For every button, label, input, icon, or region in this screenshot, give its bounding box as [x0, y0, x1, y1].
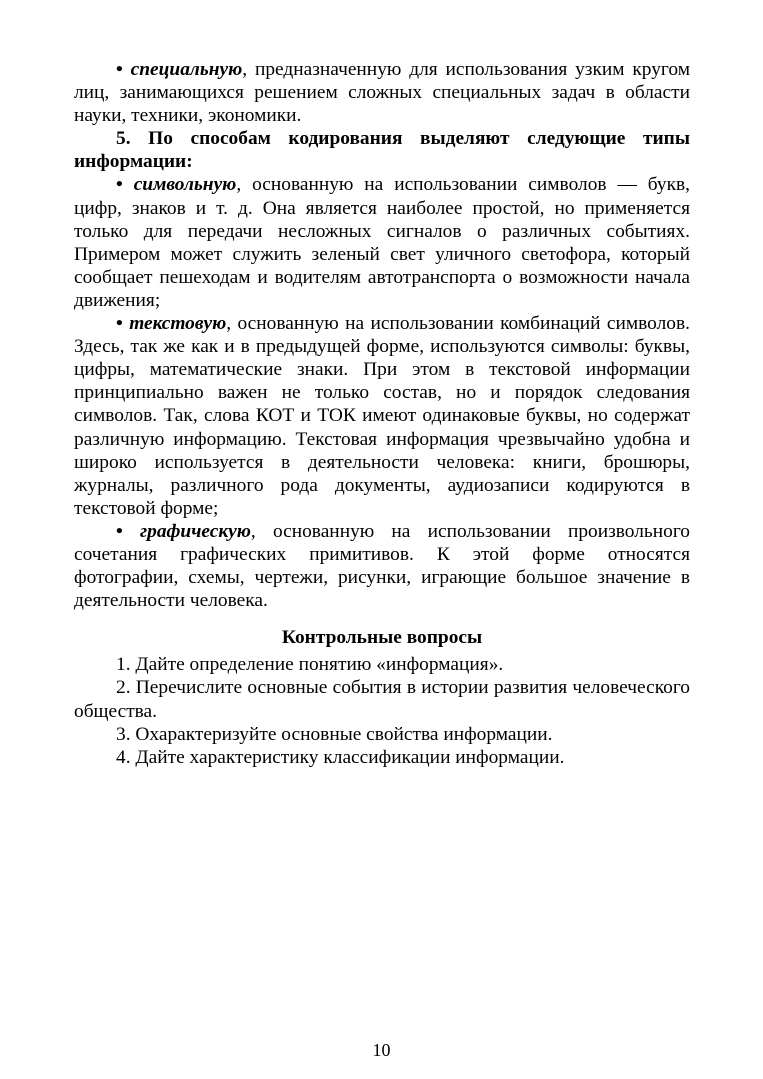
paragraph-text-form — [74, 312, 690, 520]
bullet: • — [116, 174, 123, 196]
section-heading-5: 5. По способам кодирования выделяют следующие типы информации: — [74, 128, 690, 173]
paragraph-special — [74, 58, 690, 127]
bullet: • — [116, 313, 123, 335]
question-item: 1. Дайте определение понятию «информация». — [116, 654, 504, 676]
paragraph-text: , основанную на использовании символов — букв, цифр, знаков и т. д. Она является наиболее простой, но применяется только для передачи несложных сигналов о различных событиях. Примером может служить зеленый свет уличного светофора, который сообщает пешеходам и водителям автотранспорта о возможности начала движения; — [74, 174, 690, 311]
question-item: 2. Перечислите основные события в истории развития человеческого общества. — [74, 677, 690, 722]
paragraph-symbolic — [74, 173, 690, 312]
paragraph-text: , предназначенную для использования узким кругом лиц, занимающихся решением сложных специальных задач в области науки, техники, экономики. — [74, 59, 690, 127]
question-item: 3. Охарактеризуйте основные свойства информации. — [116, 723, 553, 745]
paragraph-text: , основанную на использовании произвольного сочетания графических примитивов. К этой форме относятся фотографии, схемы, чертежи, рисунки, играющие большое значение в деятельности человека. — [74, 520, 690, 612]
term-graphic: графическую — [139, 520, 251, 542]
page-number: 10 — [372, 1040, 391, 1060]
paragraph-text: , основанную на использовании комбинаций символов. Здесь, так же как и в предыдущей форме, используются символы: буквы, цифры, математические знаки. При этом в текстовой информации принципиально важен не только состав, но и порядок следования символов. Так, слова КОТ и ТОК имеют одинаковые буквы, но содержат различную информацию. Текстовая информация чрезвычайно удобна и широко используется в деятельности человека: книги, брошюры, журналы, различного рода документы, аудиозаписи кодируются в текстовой форме; — [74, 313, 690, 519]
bullet: • — [116, 520, 123, 542]
questions-title: Контрольные вопросы — [281, 627, 483, 649]
question-item: 4. Дайте характеристику классификации информации. — [116, 746, 565, 768]
term-symbolic: символьную — [133, 174, 237, 196]
paragraph-graphic — [74, 520, 690, 612]
bullet: • — [116, 59, 123, 80]
page-content — [74, 58, 690, 769]
term-text: текстовую — [129, 313, 227, 335]
term-special: специальную — [130, 59, 243, 80]
